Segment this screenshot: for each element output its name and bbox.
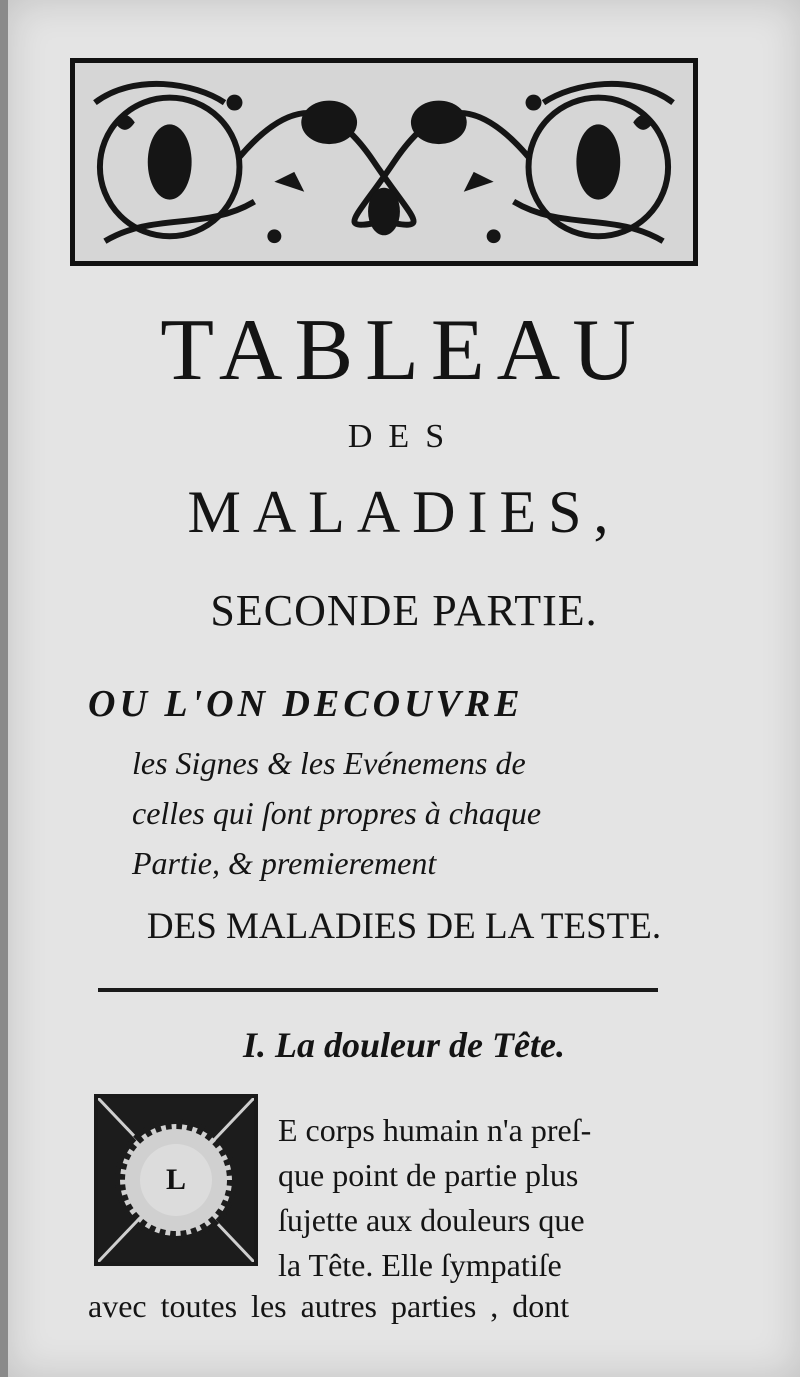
subtitle-line: celles qui ſont propres à chaque [132, 795, 542, 831]
drop-cap [94, 1094, 258, 1266]
book-page [8, 0, 800, 1377]
section-heading: I. La douleur de Tête. [243, 1025, 565, 1065]
chapter-heading: DES MALADIES DE LA TESTE. [146, 906, 662, 947]
body-line: E corps humain n'a preſ- [278, 1112, 592, 1148]
title-maladies: MALADIES, [187, 479, 621, 545]
drop-cap-letter: L [165, 1163, 186, 1196]
subtitle-lead: OU L'ON DECOUVRE [88, 683, 524, 725]
part-heading: SECONDE PARTIE. [210, 586, 598, 635]
subtitle-line: Partie, & premierement [132, 845, 437, 881]
body-line: que point de partie plus [278, 1157, 579, 1193]
subtitle-lines [132, 738, 677, 888]
body-line: ſujette aux douleurs que [278, 1202, 585, 1238]
divider [98, 988, 658, 992]
headpiece-ornament-icon [75, 63, 693, 261]
body-paragraph [278, 1108, 678, 1288]
page-title: TABLEAU [160, 302, 648, 399]
title-des: DES [347, 418, 461, 455]
ornamental-headpiece [70, 58, 698, 266]
subtitle-line: les Signes & les Evénemens de [132, 745, 526, 781]
body-line-last: avec toutes les autres parties , dont [88, 1288, 570, 1324]
body-line: la Tête. Elle ſympatiſe [278, 1247, 562, 1283]
